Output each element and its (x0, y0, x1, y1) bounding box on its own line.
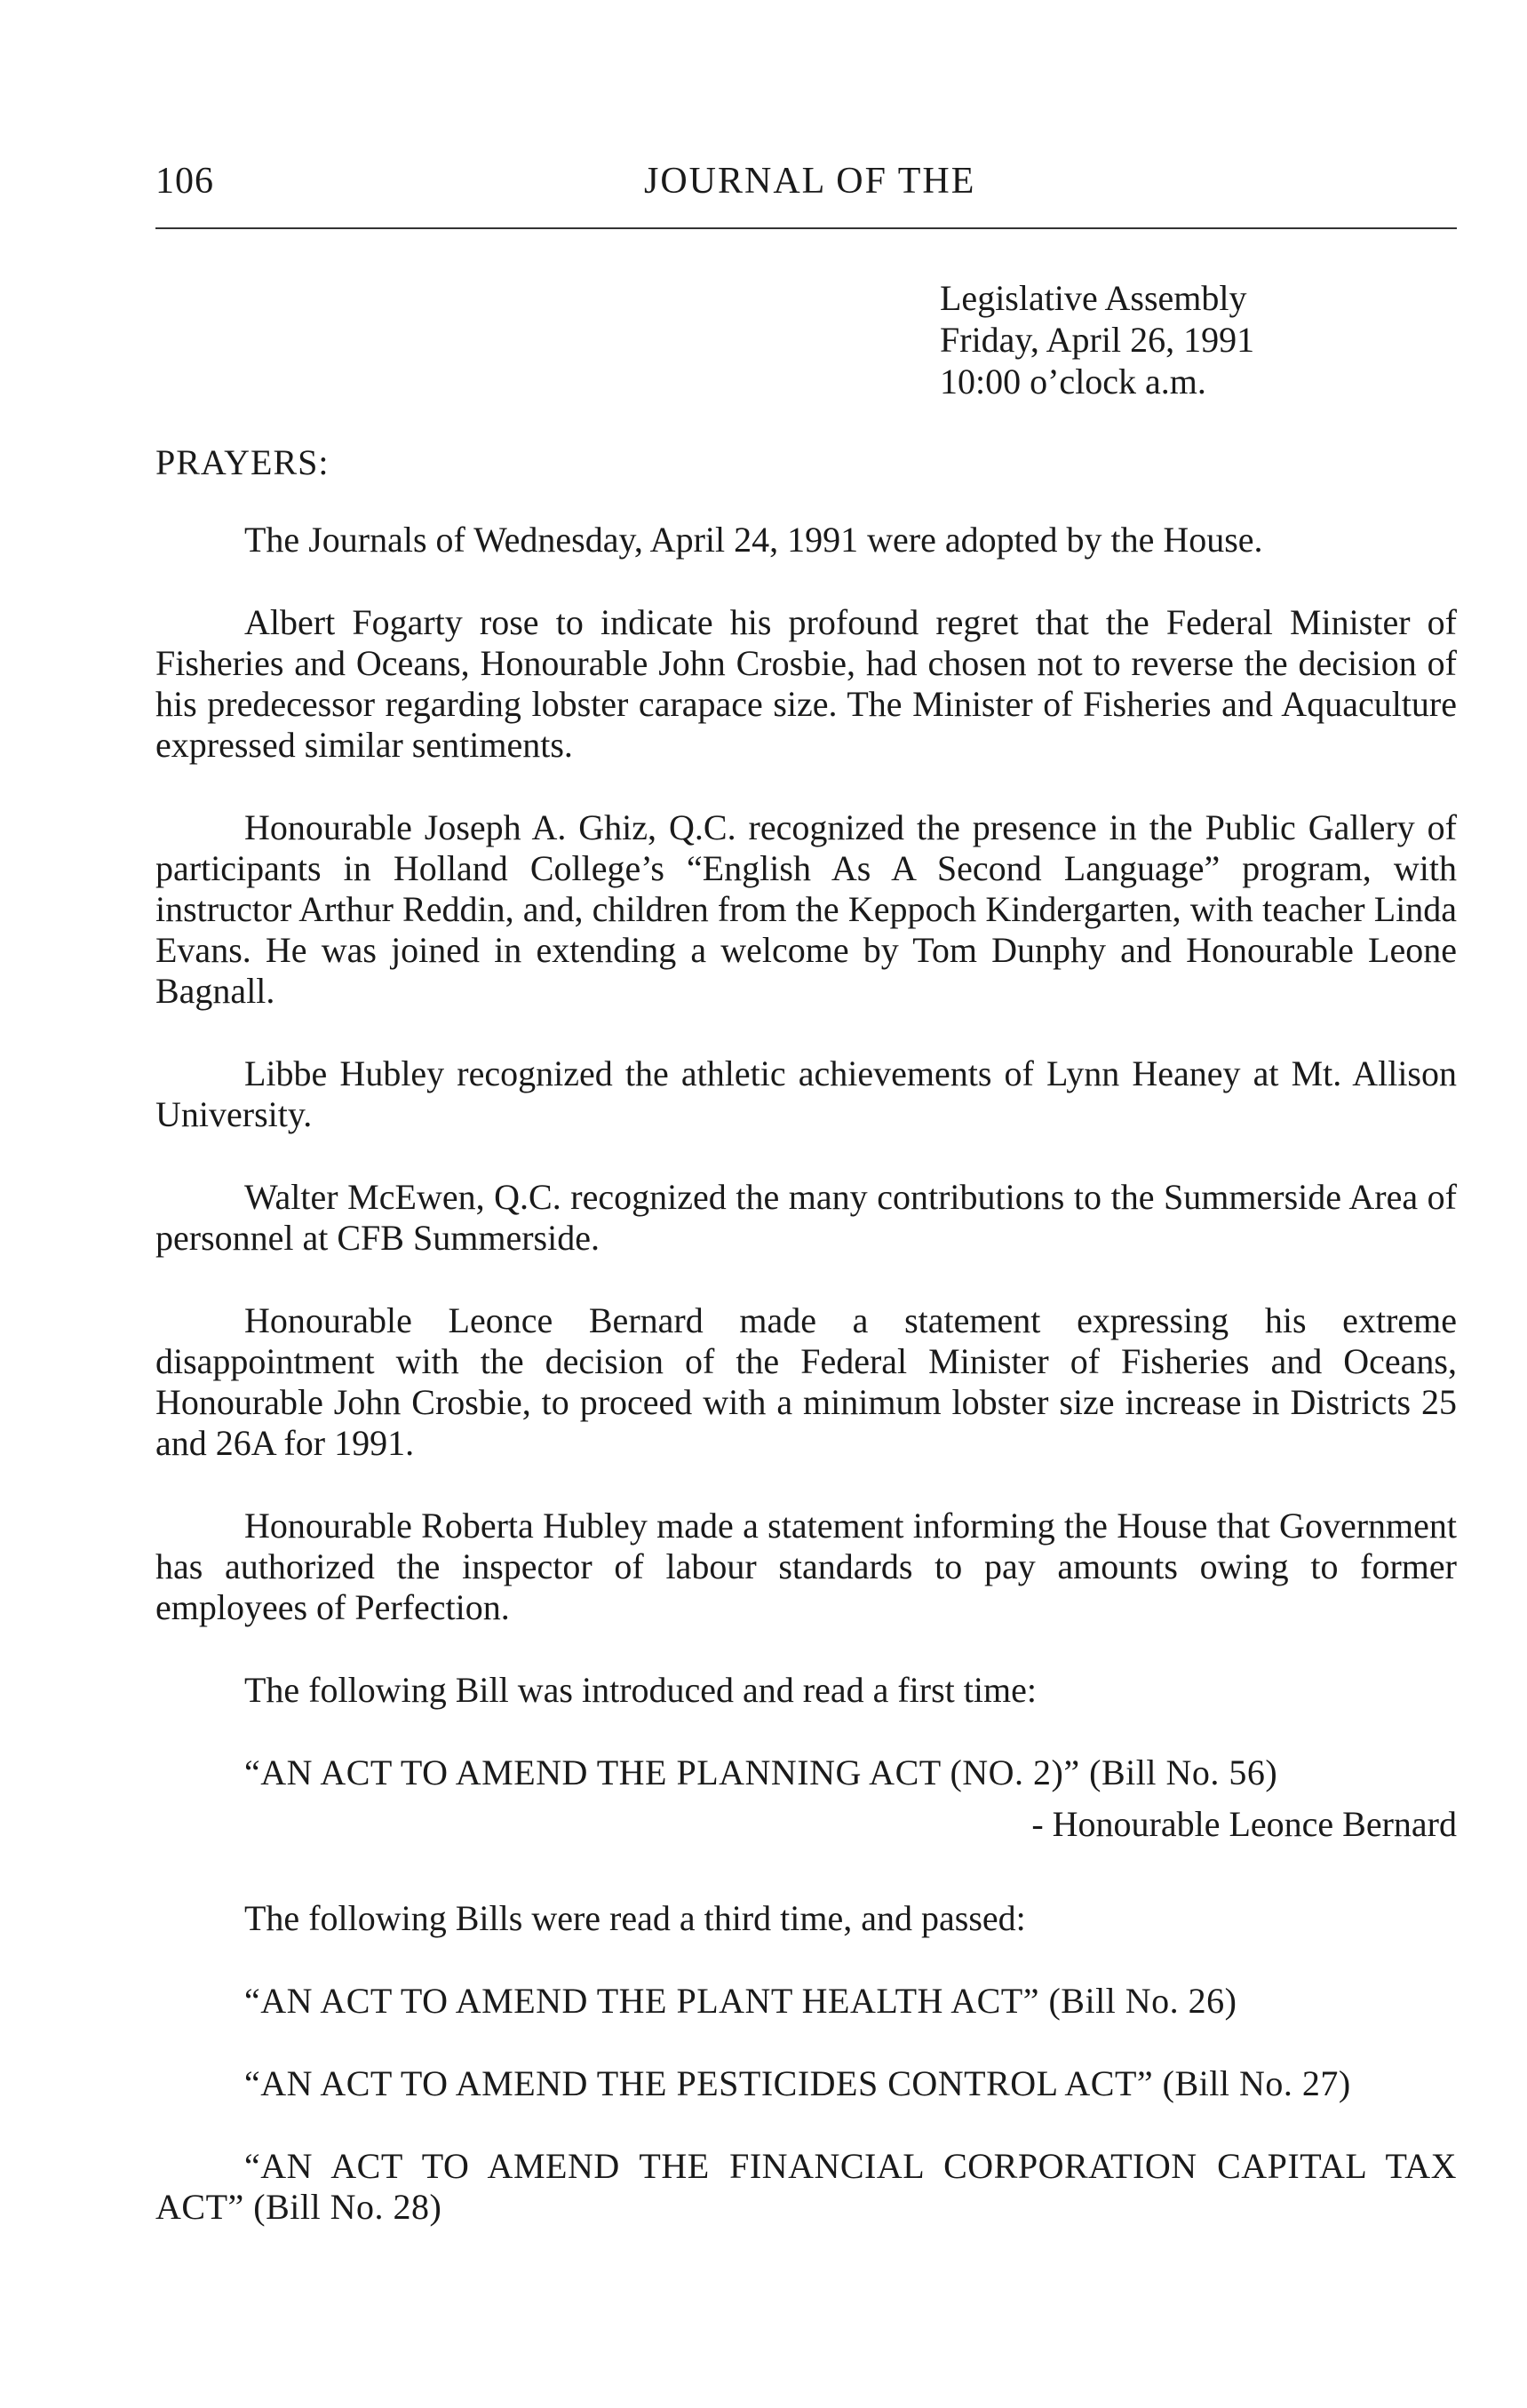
paragraph-bernard: Honourable Leonce Bernard made a statement expressing his extreme disappointment with the decision of the Federal Minister of Fisheries and Oceans, Honourable John Crosbie, to proceed with a minimum lobster size increase in Districts 25 and 26A for 1991. (155, 1300, 1457, 1463)
prayers-heading: PRAYERS: (155, 442, 330, 482)
page-number: 106 (155, 161, 214, 202)
running-head: JOURNAL OF THE (644, 161, 976, 202)
paragraph-hubley-roberta: Honourable Roberta Hubley made a statement informing the House that Government has authorized the inspector of labour standards to pay amounts owing to former employees of Perfection. (155, 1506, 1457, 1627)
sitting-time: 10:00 o’clock a.m. (940, 362, 1206, 401)
bill-27-title: “AN ACT TO AMEND THE PESTICIDES CONTROL ACT” (Bill No. 27) (244, 2063, 1351, 2103)
paragraph-ghiz: Honourable Joseph A. Ghiz, Q.C. recognized the presence in the Public Gallery of participants in Holland College’s “English As A Second Language” program, with instructor Arthur Reddin, and, children from the Keppoch Kindergarten, with teacher Linda Evans. He was joined in extending a welcome by Tom Dunphy and Honourable Leone Bagnall. (155, 807, 1457, 1011)
third-reading-intro: The following Bills were read a third time, and passed: (244, 1898, 1026, 1938)
first-reading-intro: The following Bill was introduced and read a first time: (244, 1670, 1037, 1710)
header-rule (155, 227, 1457, 229)
paragraph-fogarty: Albert Fogarty rose to indicate his profound regret that the Federal Minister of Fisheries and Oceans, Honourable John Crosbie, had chosen not to reverse the decision of his predecessor regarding lobster carapace size. The Minister of Fisheries and Aquaculture expressed similar sentiments. (155, 602, 1457, 765)
paragraph-hubley-libbe: Libbe Hubley recognized the athletic achievements of Lynn Heaney at Mt. Allison University. (155, 1053, 1457, 1134)
journal-body (155, 520, 1457, 2228)
page-header (155, 160, 1457, 213)
bill-26-title: “AN ACT TO AMEND THE PLANT HEALTH ACT” (Bill No. 26) (244, 1981, 1237, 2021)
bill-56-title: “AN ACT TO AMEND THE PLANNING ACT (NO. 2)” (Bill No. 56) (244, 1752, 1278, 1792)
sitting-details (940, 277, 1254, 402)
assembly-name: Legislative Assembly (940, 278, 1247, 318)
paragraph-mcewen: Walter McEwen, Q.C. recognized the many contributions to the Summerside Area of personnel at CFB Summerside. (155, 1177, 1457, 1258)
paragraph-journals-adopted: The Journals of Wednesday, April 24, 1991 were adopted by the House. (244, 520, 1263, 560)
bill-28-title: “AN ACT TO AMEND THE FINANCIAL CORPORATION CAPITAL TAX ACT” (Bill No. 28) (155, 2146, 1457, 2227)
sitting-date: Friday, April 26, 1991 (940, 320, 1255, 360)
bill-56-sponsor: - Honourable Leonce Bernard (1031, 1804, 1457, 1844)
